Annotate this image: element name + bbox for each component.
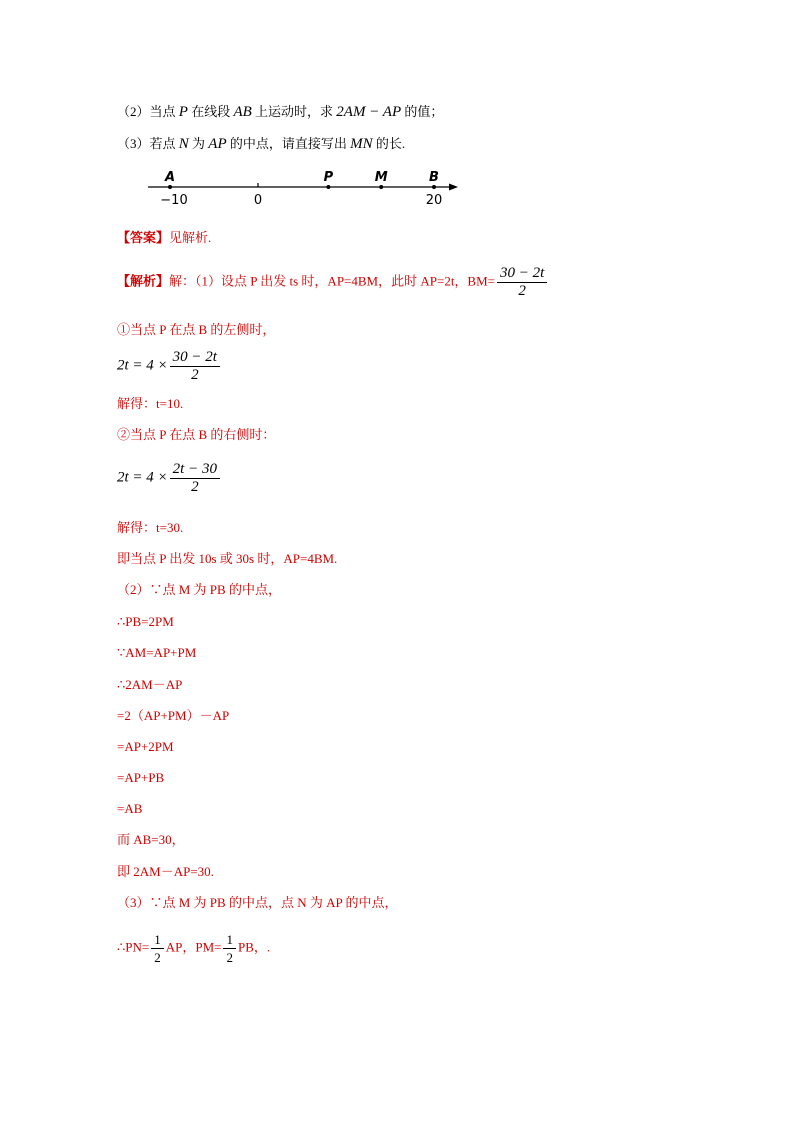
q2-text-a: （2）当点 xyxy=(117,104,179,119)
number-line-arrow xyxy=(449,184,458,191)
part3-title: （3）∵点 M 为 PB 的中点，点 N 为 AP 的中点， xyxy=(117,895,398,910)
case1-equation-left: 2t = 4 × xyxy=(117,357,168,374)
q3-text-d: 的长. xyxy=(372,136,406,151)
case2-equation-left: 2t = 4 × xyxy=(117,469,168,486)
point-p-label: P xyxy=(323,170,334,185)
q2-text-c: 上运动时，求 xyxy=(251,104,337,119)
bm-fraction xyxy=(497,265,547,300)
case1-title: ①当点 P 在点 B 的左侧时， xyxy=(117,322,276,337)
case2-fraction-denominator: 2 xyxy=(191,479,199,495)
tick-label: 0 xyxy=(253,193,263,208)
half-fraction-denominator: 2 xyxy=(226,950,233,965)
part3-ap-text: AP，PM= xyxy=(165,939,222,955)
point-b-dot xyxy=(432,185,436,189)
q2-text-d: 的值； xyxy=(401,104,444,119)
answer-text: 见解析. xyxy=(169,230,212,245)
q2-point-p: P xyxy=(178,104,188,120)
case2-fraction-numerator: 2t − 30 xyxy=(170,461,220,479)
question-3 xyxy=(117,135,405,153)
part2-line: 即 2AM－AP=30. xyxy=(117,864,214,879)
part2-line: =AP+PB xyxy=(117,770,165,785)
part2-line: =AP+2PM xyxy=(117,739,174,754)
part2-line: 而 AB=30， xyxy=(117,832,185,847)
point-a-dot xyxy=(168,185,172,189)
q2-text-b: 在线段 xyxy=(187,104,234,119)
analysis-line xyxy=(117,265,549,300)
case1-fraction-numerator: 30 − 2t xyxy=(170,349,220,367)
q2-segment-ab: AB xyxy=(233,104,252,120)
point-a-label: A xyxy=(164,170,176,185)
half-fraction xyxy=(223,931,236,966)
half-fraction-numerator: 1 xyxy=(223,931,236,949)
point-b-label: B xyxy=(429,170,439,185)
case1-solution: 解得：t=10. xyxy=(117,396,184,411)
half-fraction-denominator: 2 xyxy=(154,950,161,965)
point-m-label: M xyxy=(374,170,388,185)
case2-title: ②当点 P 在点 B 的右侧时： xyxy=(117,427,276,442)
part3-pb-text: PB，. xyxy=(237,939,271,955)
answer-line xyxy=(117,229,211,247)
part3-pn-label: ∴PN= xyxy=(117,939,150,955)
part2-line: ∴PB=2PM xyxy=(117,614,174,629)
question-2 xyxy=(117,103,443,121)
q3-point-n: N xyxy=(178,136,189,152)
number-line-figure xyxy=(140,163,470,213)
q3-segment-mn: MN xyxy=(350,136,373,152)
part3-result xyxy=(117,931,270,966)
bm-fraction-denominator: 2 xyxy=(518,283,526,299)
case2-fraction xyxy=(170,461,220,496)
part2-line: =AB xyxy=(117,801,143,816)
q2-expression: 2AM − AP xyxy=(336,104,402,120)
part2-line: ∴2AM－AP xyxy=(117,677,183,692)
tick-label: 20 xyxy=(425,193,443,208)
part2-line: （2）∵点 M 为 PB 的中点， xyxy=(117,582,281,597)
bm-fraction-numerator: 30 − 2t xyxy=(497,265,547,283)
case1-fraction-denominator: 2 xyxy=(191,367,199,383)
conclusion-part1: 即当点 P 出发 10s 或 30s 时，AP=4BM. xyxy=(117,551,338,566)
case2-equation xyxy=(117,461,222,496)
half-fraction-numerator: 1 xyxy=(151,931,164,949)
tick-label: −10 xyxy=(160,193,188,208)
half-fraction xyxy=(151,931,164,966)
answer-tag: 【答案】 xyxy=(117,230,170,245)
point-m-dot xyxy=(379,185,383,189)
case1-equation xyxy=(117,349,222,384)
q3-text-b: 为 xyxy=(188,136,209,151)
part2-line: =2（AP+PM）－AP xyxy=(117,708,230,723)
case2-solution: 解得：t=30. xyxy=(117,520,184,535)
case1-fraction xyxy=(170,349,220,384)
part2-line: ∵AM=AP+PM xyxy=(117,645,197,660)
q3-segment-ap: AP xyxy=(208,136,227,152)
analysis-tag: 【解析】 xyxy=(117,273,170,289)
q3-text-c: 的中点，请直接写出 xyxy=(226,136,351,151)
analysis-text: 解：（1）设点 P 出发 ts 时，AP=4BM，此时 AP=2t，BM= xyxy=(169,273,495,289)
point-p-dot xyxy=(326,185,330,189)
q3-text-a: （3）若点 xyxy=(117,136,179,151)
